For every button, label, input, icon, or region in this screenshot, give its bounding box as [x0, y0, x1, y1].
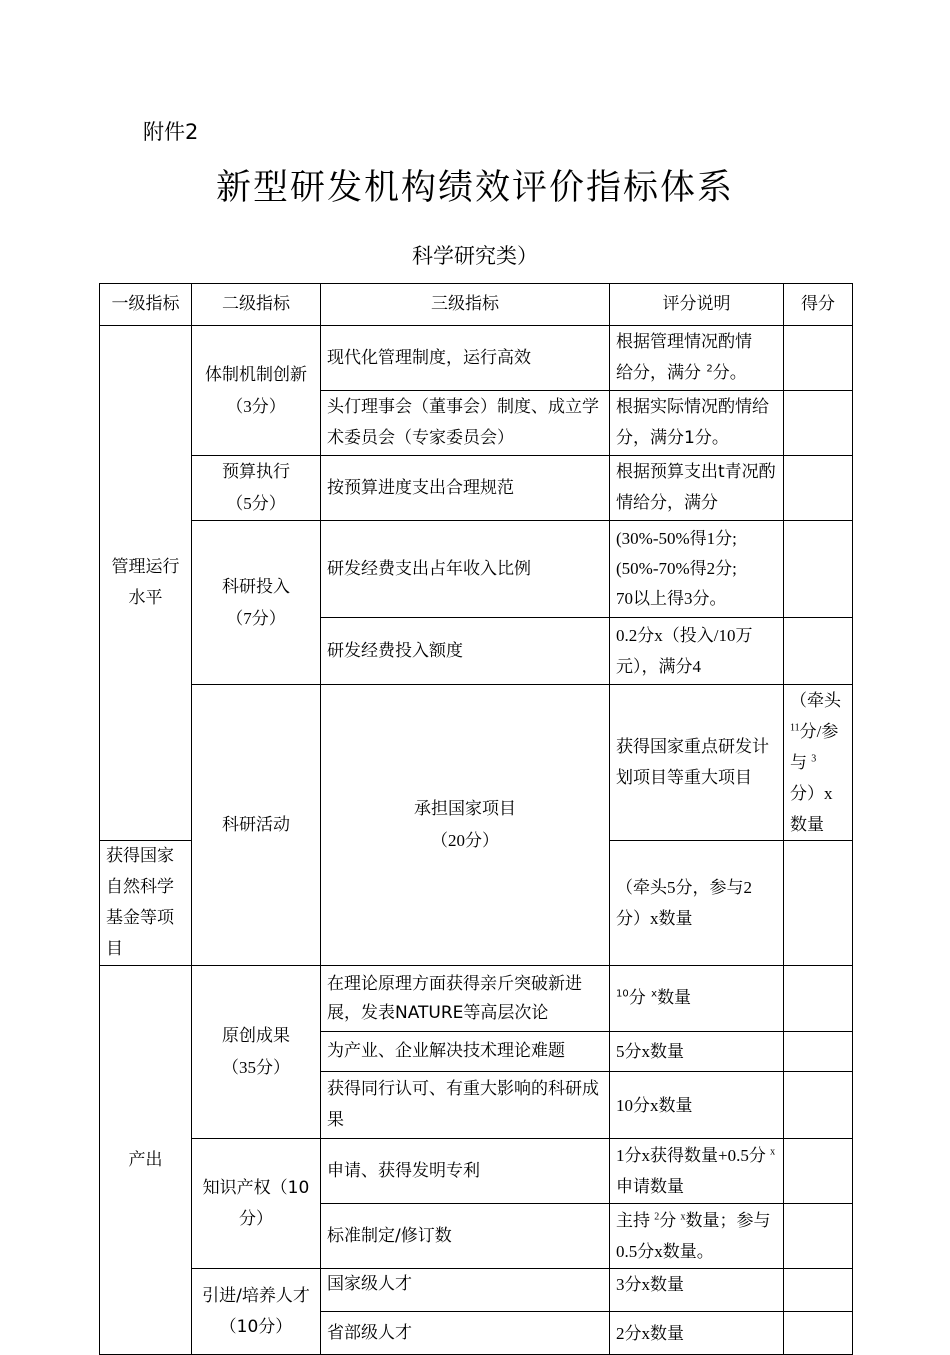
desc-part: 分。 [712, 363, 747, 383]
level1-output: 产出 [100, 966, 192, 1355]
level3-item: 申请、获得发明专利 [321, 1139, 610, 1204]
level3-item: 标准制定/修订数 [321, 1204, 610, 1269]
header-level3: 三级指标 [321, 284, 610, 326]
level3-item: 在理论原理方面获得亲斤突破新进展，发表NATURE等高层次论 [321, 966, 610, 1032]
score-cell[interactable] [784, 521, 853, 618]
scoring-desc [784, 685, 853, 841]
header-level1: 一级指标 [100, 284, 192, 326]
score-cell[interactable] [784, 966, 853, 1032]
desc-sup: x [651, 988, 658, 1000]
score-cell[interactable] [784, 1312, 853, 1355]
table-row [100, 685, 853, 841]
level2-research-input [192, 521, 321, 685]
score-cell[interactable] [784, 326, 853, 391]
annex-label: 附件2 [143, 120, 199, 144]
score-cell[interactable] [784, 1072, 853, 1139]
header-score: 得分 [784, 284, 853, 326]
scoring-desc: 10分x数量 [610, 1072, 784, 1139]
scoring-desc: 5分x数量 [610, 1032, 784, 1072]
table-row [100, 456, 853, 521]
level2-points: （3分） [226, 396, 286, 416]
header-row [100, 284, 853, 326]
desc-sup: x [770, 1146, 776, 1158]
desc-part: 70以上得3分。 [616, 589, 727, 608]
header-scoring: 评分说明 [610, 284, 784, 326]
level2-name: 科研投入 [222, 576, 290, 597]
scoring-desc [610, 966, 784, 1032]
level2-mechanism [192, 326, 321, 456]
level2-points: （35分） [222, 1058, 290, 1077]
level2-name: 体制机制创新 [205, 364, 307, 385]
level3-item: 现代化管理制度，运行高效 [321, 326, 610, 391]
level2-name: 承担国家项目 [414, 799, 516, 819]
scoring-desc [610, 326, 784, 391]
level3-item: 研发经费支出占年收入比例 [321, 521, 610, 618]
level3-item: 按预算进度支出合理规范 [321, 456, 610, 521]
score-cell[interactable] [784, 841, 853, 966]
level3-item: 获得国家自然科学基金等项目 [100, 841, 192, 966]
scoring-desc: 3分x数量 [610, 1269, 784, 1312]
level3-item: 获得国家重点研发计划项目等重大项目 [610, 685, 784, 841]
level3-item: 研发经费投入额度 [321, 618, 610, 685]
desc-part: 数量 [657, 988, 692, 1008]
score-cell[interactable] [784, 1032, 853, 1072]
desc-part: 分/参与 [790, 722, 839, 772]
desc-part: 分）x数量 [790, 784, 833, 834]
score-cell[interactable] [784, 1139, 853, 1204]
desc-part: 给分，满分 [616, 363, 701, 383]
scoring-desc: 根据实际情况酌情给分，满分1分。 [610, 391, 784, 456]
level2-budget [192, 456, 321, 521]
desc-part: (50%-70%得2分; [616, 559, 737, 578]
scoring-desc [610, 1139, 784, 1204]
table-row [100, 966, 853, 1032]
scoring-desc [610, 521, 784, 618]
scoring-desc [610, 1204, 784, 1269]
indicator-table [99, 283, 853, 1355]
score-cell[interactable] [784, 456, 853, 521]
level3-item: 头仃理事会（董事会）制度、成立学术委员会（专家委员会） [321, 391, 610, 456]
scoring-desc: 2分x数量 [610, 1312, 784, 1355]
header-level2: 二级指标 [192, 284, 321, 326]
level2-points: （7分） [226, 608, 286, 628]
level2-original-results [192, 966, 321, 1139]
level1-mgmt: 管理运行水平 [100, 326, 192, 841]
level1-research: 科研活动 [192, 685, 321, 966]
desc-part: 根据管理情况酌情 [616, 332, 752, 352]
desc-sup: 10 [616, 988, 629, 1000]
desc-part: 数量；参与0.5分x数量。 [616, 1211, 771, 1261]
table-row [100, 521, 853, 618]
page-title: 新型研发机构绩效评价指标体系 [215, 168, 734, 208]
level2-points: （5分） [226, 494, 286, 513]
table-row [100, 326, 853, 391]
level2-national-projects [321, 685, 610, 966]
level2-ip: 知识产权（10分） [192, 1139, 321, 1269]
desc-sup: 2 [706, 363, 713, 375]
level2-talent: 引进/培养人才（10分） [192, 1269, 321, 1355]
score-cell[interactable] [784, 1204, 853, 1269]
scoring-desc: 根据预算支出t青况酌情给分，满分 [610, 456, 784, 521]
scoring-desc: （牵头5分，参与2分）x数量 [610, 841, 784, 966]
page-subtitle: 科学研究类） [412, 244, 538, 268]
desc-sup: 11 [790, 722, 800, 734]
score-cell[interactable] [784, 391, 853, 456]
desc-part: 主持 [616, 1211, 650, 1230]
level2-name: 原创成果 [222, 1026, 290, 1046]
desc-part: (30%-50%得1分; [616, 529, 737, 548]
table-row [100, 1139, 853, 1204]
level3-item: 为产业、企业解决技术理论难题 [321, 1032, 610, 1072]
level3-item: 国家级人才 [321, 1269, 610, 1312]
desc-part: （牵头 [790, 691, 841, 710]
table-row [100, 1269, 853, 1312]
desc-sup: 2 [654, 1211, 660, 1223]
desc-sup: x [680, 1211, 686, 1223]
score-cell[interactable] [784, 618, 853, 685]
level2-points: （20分） [431, 831, 499, 850]
desc-part: 分 [659, 1211, 677, 1230]
desc-part: 1分x获得数量+0.5分 [616, 1146, 766, 1165]
desc-part: 申请数量 [616, 1177, 684, 1196]
score-cell[interactable] [784, 1269, 853, 1312]
desc-part: 分 [628, 988, 646, 1008]
scoring-desc: 0.2分x（投入/10万元），满分4 [610, 618, 784, 685]
level2-name: 预算执行 [222, 462, 290, 482]
desc-sup: 3 [811, 753, 817, 765]
level3-item: 省部级人才 [321, 1312, 610, 1355]
level3-item: 获得同行认可、有重大影响的科研成果 [321, 1072, 610, 1139]
